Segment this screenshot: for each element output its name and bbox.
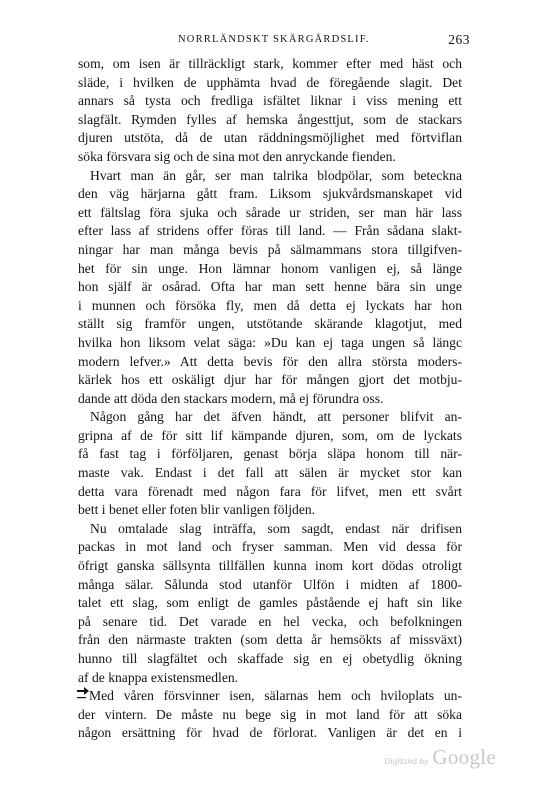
text-line: der vintern. De måste nu bege sig in mot land för att söka: [78, 706, 462, 722]
text-line: släde, i hvilken de upphämta hvad de föregående slagit. Det: [78, 74, 462, 90]
text-line: hunno till slagfältet och skaffade sig en ej obetydlig ökning: [78, 651, 462, 666]
digitized-by-google-watermark: [384, 745, 496, 770]
running-title: NORRLÄNDSKT SKÄRGÅRDSLIF.: [178, 34, 370, 45]
digitized-label: Digitized by: [384, 756, 429, 766]
text-line: Hvart man än går, ser man talrika blodpölar, som beteckna: [90, 167, 462, 183]
running-head: [96, 32, 470, 50]
text-line: ningar har man många bevis på sälmammans stora tillgifven-: [78, 241, 462, 257]
paragraph-5: [78, 687, 462, 743]
text-line: het för sin unge. Hon lämnar honom vanligen ej, så länge: [78, 260, 462, 276]
google-logo: Google: [432, 745, 496, 769]
paragraph-4: [78, 520, 462, 687]
text-line: detta vara förenadt med någon fara för lifvet, men ett svårt: [78, 483, 462, 499]
text-line: som, om isen är tillräckligt stark, kommer efter med häst och: [78, 56, 462, 71]
text-line: packas in mot land och fryser samman. Men vid dessa för: [78, 539, 462, 555]
text-line: dande att döda den stackars modern, må ej förundra oss.: [78, 390, 384, 406]
text-line: efter lass af stridens offer föras till land. — Från sådana slakt-: [78, 223, 462, 239]
text-line: talet ett slag, som enligt de gamles påstående ej haft sin like: [78, 595, 462, 611]
pointer-mark-icon: [78, 690, 88, 700]
text-line: få fast tag i förföljaren, genast börja släpa honom till när-: [78, 446, 462, 462]
text-line: i munnen och försöka fly, men då detta ej lyckats har hon: [78, 297, 462, 313]
page-number: 263: [448, 32, 470, 47]
text-line: ett fältslag föra sjuka och sårade ur striden, ser man här lass: [78, 204, 462, 220]
text-line: modern lefver.» Att detta bevis för den allra största moders-: [78, 353, 462, 369]
text-line: hvilka hon liksom velat säga: »Du kan ej taga ungen så längc: [78, 334, 462, 350]
body-text: [78, 55, 462, 743]
text-line: Nu omtalade slag inträffa, som sagdt, endast när drifisen: [90, 520, 462, 536]
text-line-content: Med våren försvinner isen, sälarnas hem och hviloplats un-: [89, 688, 462, 704]
text-line: djuren utstöta, då de utan räddningsmöjlighet med förtviflan: [78, 130, 462, 146]
text-line: någon ersättning för hvad de förlorat. Vanligen är det en i: [78, 725, 462, 741]
text-line: många sälar. Sålunda stod utanför Ulfön i midten af 1800-: [78, 576, 462, 592]
text-line: öfrigt ganska sällsynta tillfällen kunna inom kort dödas otroligt: [78, 558, 462, 574]
text-line: på senare tid. Det varade en hel vecka, och befolkningen: [78, 613, 462, 629]
text-line: annars så tysta och fredliga isfältet liknar i viss mening ett: [78, 93, 462, 109]
paragraph-1: [78, 55, 462, 167]
text-line: [78, 687, 462, 706]
text-line: hon själf är osårad. Ofta har man sett henne bära sin unge: [78, 279, 462, 295]
text-line: söka försvara sig och de sina mot den anryckande fienden.: [78, 148, 396, 164]
text-line: gripna af de för sitt lif kämpande djuren, som, om de lyckats: [78, 427, 462, 443]
text-line: ställt sig framför ungen, utstötande skärande klagotjut, med: [78, 316, 462, 332]
text-line: kärlek hos ett oskäligt djur har för mången gjort det motbju-: [78, 372, 462, 388]
text-line: slagfält. Rymden fylles af hemska ångesttjut, som de stackars: [78, 111, 462, 127]
text-line: från den närmaste trakten (som detta år hemsökts af missväxt): [78, 632, 462, 648]
text-line: bett i benet eller foten blir vanligen följden.: [78, 502, 316, 518]
paragraph-2: [78, 167, 462, 409]
text-line: af de knappa existensmedlen.: [78, 669, 239, 685]
text-line: Någon gång har det äfven händt, att personer blifvit an-: [90, 409, 462, 425]
paragraph-3: [78, 408, 462, 520]
text-line: maste vak. Endast i det fall att sälen är mycket stor kan: [78, 465, 462, 481]
text-line: den väg härjarna gått fram. Liksom sjukvårdsmanskapet vid: [78, 186, 462, 202]
